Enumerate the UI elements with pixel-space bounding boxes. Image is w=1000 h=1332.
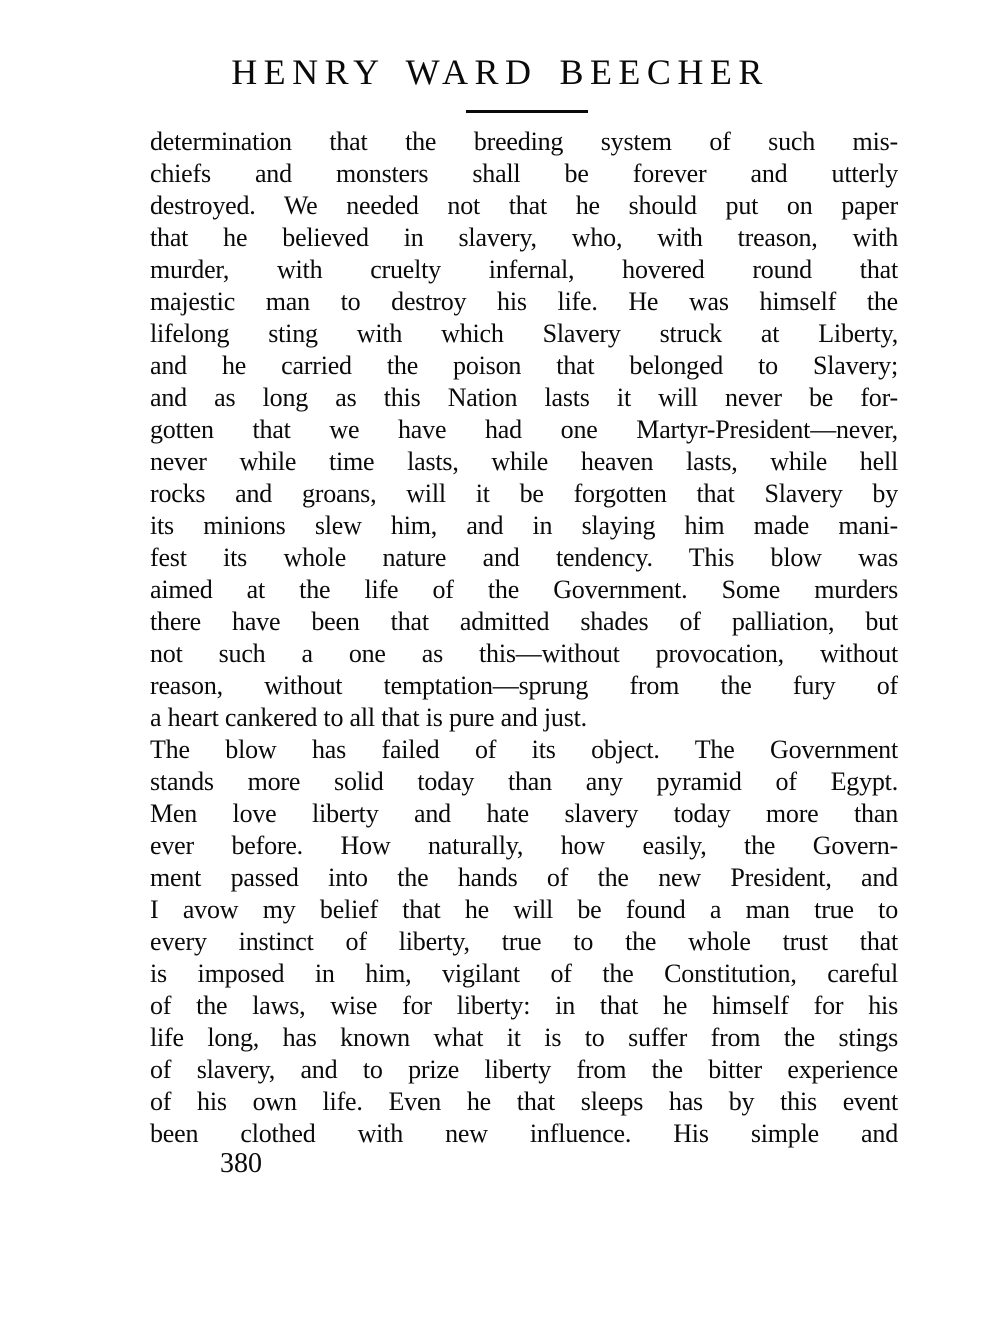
text-line: reason, without temptation—sprung from the fury of [150,671,898,700]
text-line: I avow my belief that he will be found a man true to [150,895,898,924]
text-line: majestic man to destroy his life. He was himself the [150,287,898,316]
text-line: The blow has failed of its object. The Government [150,735,898,764]
text-line: aimed at the life of the Government. Some murders [150,575,898,604]
header-divider-rule [466,110,588,113]
page-number: 380 [220,1148,262,1179]
text-line: destroyed. We needed not that he should put on paper [150,191,898,220]
text-line: murder, with cruelty infernal, hovered round that [150,255,898,284]
text-line: of his own life. Even he that sleeps has by this event [150,1087,898,1116]
text-line: determination that the breeding system of such mis- [150,127,898,156]
page-body-text [150,126,898,1150]
text-line: its minions slew him, and in slaying him made mani- [150,511,898,540]
text-line: rocks and groans, will it be forgotten that Slavery by [150,479,898,508]
text-line: chiefs and monsters shall be forever and utterly [150,159,898,188]
text-line: and as long as this Nation lasts it will never be for- [150,383,898,412]
text-line: not such a one as this—without provocation, without [150,639,898,668]
text-line: every instinct of liberty, true to the whole trust that [150,927,898,956]
text-line: been clothed with new influence. His simple and [150,1119,898,1148]
text-line: ever before. How naturally, how easily, the Govern- [150,831,898,860]
text-line: life long, has known what it is to suffer from the stings [150,1023,898,1052]
text-line: fest its whole nature and tendency. This blow was [150,543,898,572]
text-line: and he carried the poison that belonged to Slavery; [150,351,898,380]
text-line: of the laws, wise for liberty: in that he himself for his [150,991,898,1020]
text-line: there have been that admitted shades of palliation, but [150,607,898,636]
text-line: a heart cankered to all that is pure and just. [150,703,587,732]
text-line: lifelong sting with which Slavery struck at Liberty, [150,319,898,348]
text-line: that he believed in slavery, who, with treason, with [150,223,898,252]
page-header-title: HENRY WARD BEECHER [231,52,769,92]
text-line: Men love liberty and hate slavery today more than [150,799,898,828]
text-line: stands more solid today than any pyramid of Egypt. [150,767,898,796]
text-line: is imposed in him, vigilant of the Constitution, careful [150,959,898,988]
text-line: never while time lasts, while heaven lasts, while hell [150,447,898,476]
text-line: ment passed into the hands of the new President, and [150,863,898,892]
text-line: of slavery, and to prize liberty from the bitter experience [150,1055,898,1084]
text-line: gotten that we have had one Martyr-President—never, [150,415,898,444]
